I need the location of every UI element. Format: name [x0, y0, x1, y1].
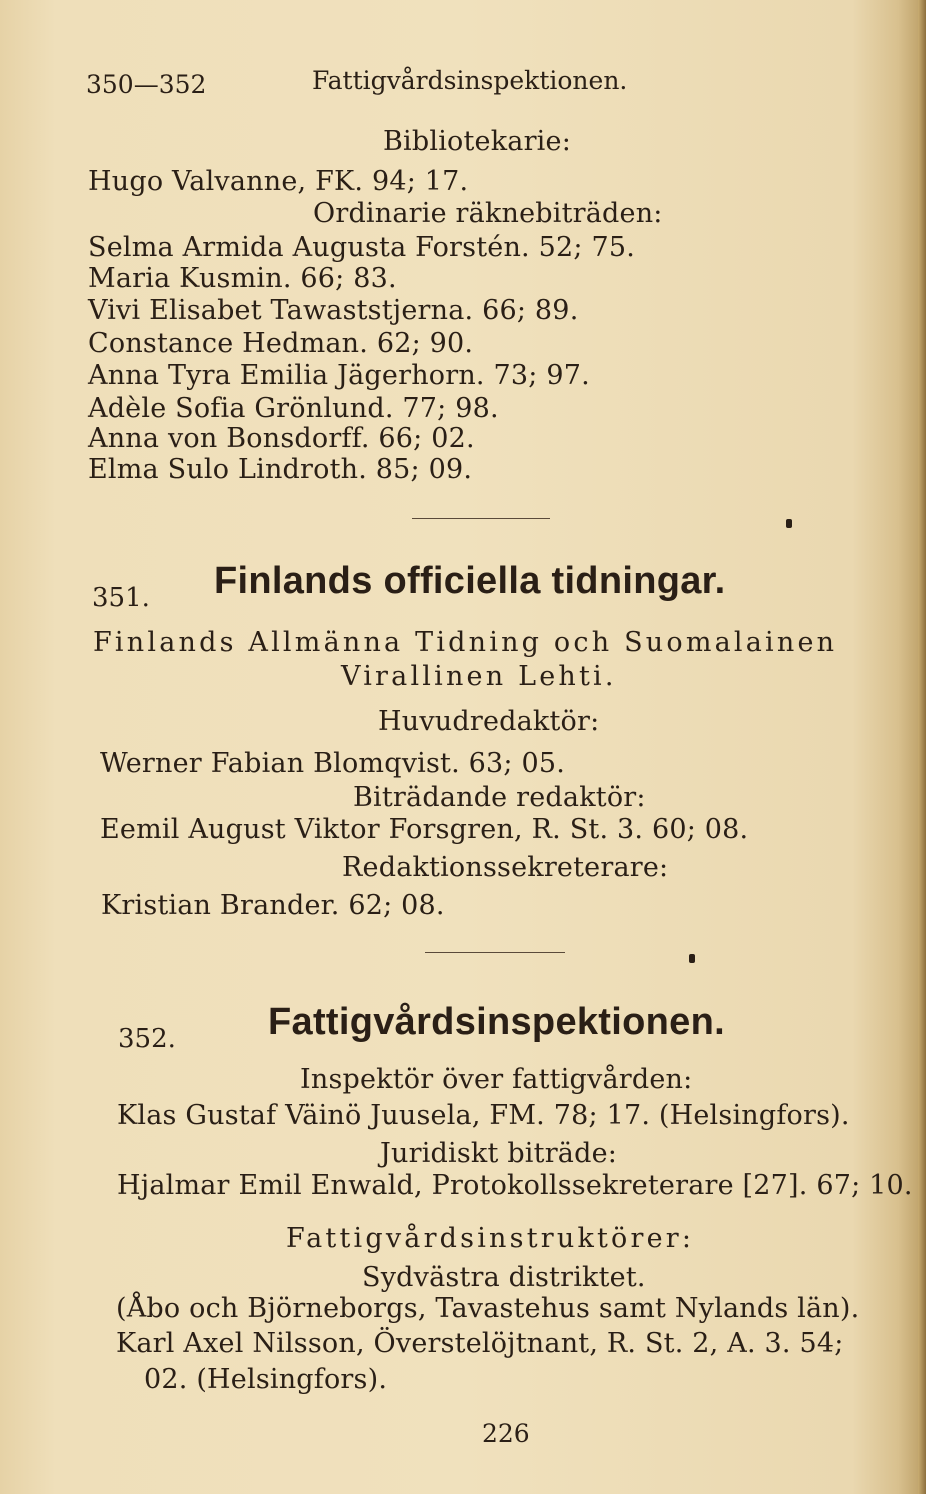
instruktor-name-cont: 02. (Helsingfors). [144, 1364, 388, 1395]
instruktor-name: Karl Axel Nilsson, Överstelöjtnant, R. St. 2, A. 3. 54; [116, 1328, 844, 1359]
header-range: 350—352 [86, 70, 207, 99]
ordinarie-label: Ordinarie räknebiträden: [313, 198, 663, 229]
list-item: Adèle Sofia Grönlund. 77; 98. [88, 393, 499, 424]
instruktorer-label: Fattigvårdsinstruktörer: [286, 1223, 695, 1254]
list-item: Selma Armida Augusta Forstén. 52; 75. [88, 232, 635, 263]
section-divider [425, 952, 565, 953]
section-number: 351. [92, 583, 150, 613]
juridiskt-label: Juridiskt biträde: [380, 1138, 618, 1169]
section-divider [412, 518, 550, 519]
list-item: Maria Kusmin. 66; 83. [88, 263, 397, 294]
huvudredaktor-label: Huvudredaktör: [378, 706, 600, 737]
section-title: Fattigvårdsinspektionen. [268, 1001, 725, 1043]
distrikt-label: Sydvästra distriktet. [362, 1262, 646, 1293]
bitradande-name: Eemil August Viktor Forsgren, R. St. 3. 60; 08. [100, 814, 749, 845]
print-speck [786, 519, 792, 528]
sekreterare-label: Redaktionssekreterare: [342, 852, 669, 883]
list-item: Vivi Elisabet Tawaststjerna. 66; 89. [88, 295, 579, 326]
huvudredaktor-name: Werner Fabian Blomqvist. 63; 05. [100, 748, 566, 779]
section-title: Finlands officiella tidningar. [214, 560, 726, 602]
page-edge [918, 0, 926, 1494]
header-title: Fattigvårdsinspektionen. [312, 66, 628, 95]
bibliotekarie-label: Bibliotekarie: [383, 126, 571, 157]
inspektor-label: Inspektör över fattigvården: [300, 1064, 693, 1095]
list-item: Elma Sulo Lindroth. 85; 09. [88, 454, 473, 485]
section-number: 352. [118, 1024, 176, 1054]
newspaper-line-2: Virallinen Lehti. [341, 661, 617, 692]
bibliotekarie-name: Hugo Valvanne, FK. 94; 17. [88, 166, 469, 197]
list-item: Anna von Bonsdorff. 66; 02. [88, 423, 475, 454]
list-item: Anna Tyra Emilia Jägerhorn. 73; 97. [88, 360, 590, 391]
print-speck [689, 954, 695, 963]
inspektor-name: Klas Gustaf Väinö Juusela, FM. 78; 17. (Helsingfors). [117, 1100, 850, 1131]
sekreterare-name: Kristian Brander. 62; 08. [101, 890, 445, 921]
juridiskt-name: Hjalmar Emil Enwald, Protokollssekreterare [27]. 67; 10. [117, 1170, 913, 1201]
list-item: Constance Hedman. 62; 90. [88, 328, 474, 359]
newspaper-line-1: Finlands Allmänna Tidning och Suomalainen [93, 627, 838, 658]
distrikt-area: (Åbo och Björneborgs, Tavastehus samt Nylands län). [116, 1293, 860, 1324]
bitradande-label: Biträdande redaktör: [353, 782, 646, 813]
page-number: 226 [482, 1419, 530, 1448]
